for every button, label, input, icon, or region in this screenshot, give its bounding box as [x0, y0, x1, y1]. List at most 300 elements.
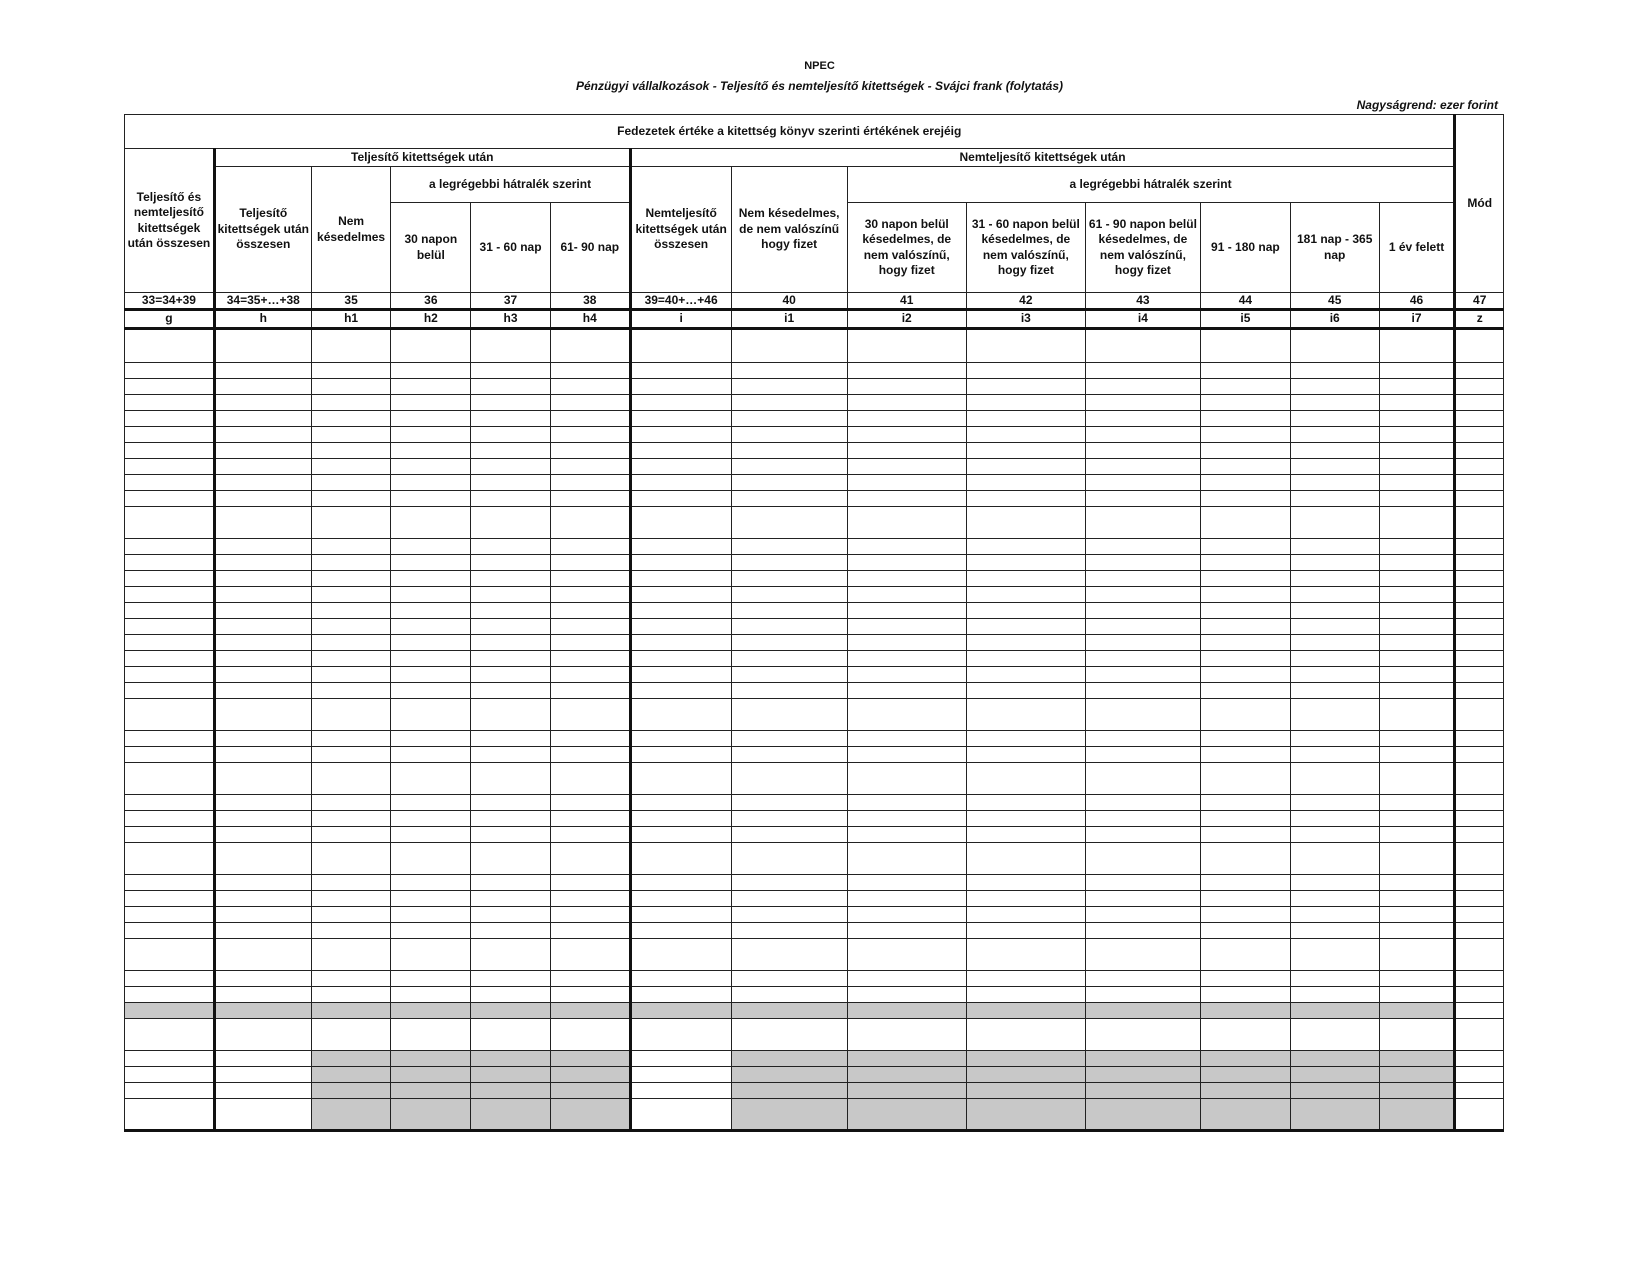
table-cell[interactable]	[125, 762, 215, 794]
table-cell[interactable]	[214, 826, 311, 842]
table-cell[interactable]	[1455, 794, 1504, 810]
table-cell[interactable]	[1200, 426, 1290, 442]
table-cell[interactable]	[471, 826, 551, 842]
table-cell[interactable]	[1379, 426, 1455, 442]
table-cell[interactable]	[1455, 762, 1504, 794]
table-cell[interactable]	[1200, 794, 1290, 810]
table-cell[interactable]	[550, 586, 630, 602]
table-cell[interactable]	[471, 538, 551, 554]
table-cell[interactable]	[311, 426, 391, 442]
table-cell[interactable]	[731, 762, 847, 794]
table-cell[interactable]	[1200, 394, 1290, 410]
table-cell[interactable]	[1379, 698, 1455, 730]
table-cell[interactable]	[311, 570, 391, 586]
table-cell[interactable]	[966, 682, 1085, 698]
table-cell[interactable]	[966, 362, 1085, 378]
table-cell[interactable]	[731, 938, 847, 970]
table-cell[interactable]	[847, 634, 966, 650]
table-cell[interactable]	[1379, 1002, 1455, 1018]
table-cell[interactable]	[731, 1050, 847, 1066]
table-cell[interactable]	[125, 1050, 215, 1066]
table-cell[interactable]	[731, 1082, 847, 1098]
table-cell[interactable]	[1200, 730, 1290, 746]
table-cell[interactable]	[630, 1018, 731, 1050]
table-cell[interactable]	[1290, 410, 1379, 426]
table-cell[interactable]	[630, 794, 731, 810]
table-cell[interactable]	[731, 1002, 847, 1018]
table-cell[interactable]	[1290, 762, 1379, 794]
table-cell[interactable]	[550, 922, 630, 938]
table-cell[interactable]	[311, 328, 391, 362]
table-cell[interactable]	[214, 650, 311, 666]
table-cell[interactable]	[1085, 1066, 1200, 1082]
table-cell[interactable]	[311, 746, 391, 762]
table-cell[interactable]	[966, 874, 1085, 890]
table-cell[interactable]	[847, 378, 966, 394]
table-cell[interactable]	[731, 410, 847, 426]
table-cell[interactable]	[471, 1082, 551, 1098]
table-cell[interactable]	[847, 970, 966, 986]
table-cell[interactable]	[1379, 586, 1455, 602]
table-cell[interactable]	[125, 362, 215, 378]
table-cell[interactable]	[1455, 682, 1504, 698]
table-cell[interactable]	[1455, 810, 1504, 826]
table-cell[interactable]	[471, 666, 551, 682]
table-cell[interactable]	[847, 570, 966, 586]
table-cell[interactable]	[391, 538, 471, 554]
table-cell[interactable]	[391, 618, 471, 634]
table-cell[interactable]	[125, 378, 215, 394]
table-cell[interactable]	[1379, 394, 1455, 410]
table-cell[interactable]	[1200, 1082, 1290, 1098]
table-cell[interactable]	[1085, 826, 1200, 842]
table-cell[interactable]	[966, 666, 1085, 682]
table-cell[interactable]	[630, 378, 731, 394]
table-cell[interactable]	[1290, 682, 1379, 698]
table-cell[interactable]	[1200, 554, 1290, 570]
table-cell[interactable]	[1290, 474, 1379, 490]
table-cell[interactable]	[1290, 554, 1379, 570]
table-cell[interactable]	[125, 1082, 215, 1098]
table-cell[interactable]	[471, 618, 551, 634]
table-cell[interactable]	[1200, 538, 1290, 554]
table-cell[interactable]	[311, 1098, 391, 1130]
table-cell[interactable]	[630, 810, 731, 826]
table-cell[interactable]	[1200, 586, 1290, 602]
table-cell[interactable]	[311, 602, 391, 618]
table-cell[interactable]	[1085, 730, 1200, 746]
table-cell[interactable]	[731, 362, 847, 378]
table-cell[interactable]	[847, 810, 966, 826]
table-cell[interactable]	[847, 490, 966, 506]
table-cell[interactable]	[311, 362, 391, 378]
table-cell[interactable]	[391, 634, 471, 650]
table-cell[interactable]	[311, 826, 391, 842]
table-cell[interactable]	[1290, 842, 1379, 874]
table-cell[interactable]	[1200, 1098, 1290, 1130]
table-cell[interactable]	[391, 506, 471, 538]
table-cell[interactable]	[471, 970, 551, 986]
table-cell[interactable]	[1085, 394, 1200, 410]
table-cell[interactable]	[731, 826, 847, 842]
table-cell[interactable]	[1379, 490, 1455, 506]
table-cell[interactable]	[966, 1066, 1085, 1082]
table-cell[interactable]	[1290, 442, 1379, 458]
table-cell[interactable]	[1290, 1098, 1379, 1130]
table-cell[interactable]	[1379, 810, 1455, 826]
table-cell[interactable]	[630, 442, 731, 458]
table-cell[interactable]	[966, 1050, 1085, 1066]
table-cell[interactable]	[630, 602, 731, 618]
table-cell[interactable]	[1379, 1050, 1455, 1066]
table-cell[interactable]	[1200, 474, 1290, 490]
table-cell[interactable]	[1200, 362, 1290, 378]
table-cell[interactable]	[471, 986, 551, 1002]
table-cell[interactable]	[847, 650, 966, 666]
table-cell[interactable]	[1200, 328, 1290, 362]
table-cell[interactable]	[1455, 362, 1504, 378]
table-cell[interactable]	[731, 378, 847, 394]
table-cell[interactable]	[550, 538, 630, 554]
table-cell[interactable]	[214, 906, 311, 922]
table-cell[interactable]	[471, 874, 551, 890]
table-cell[interactable]	[214, 762, 311, 794]
table-cell[interactable]	[311, 442, 391, 458]
table-cell[interactable]	[847, 1050, 966, 1066]
table-cell[interactable]	[1455, 986, 1504, 1002]
table-cell[interactable]	[471, 890, 551, 906]
table-cell[interactable]	[731, 458, 847, 474]
table-cell[interactable]	[1085, 618, 1200, 634]
table-cell[interactable]	[1200, 1002, 1290, 1018]
table-cell[interactable]	[1290, 538, 1379, 554]
table-cell[interactable]	[847, 1098, 966, 1130]
table-cell[interactable]	[1455, 746, 1504, 762]
table-cell[interactable]	[1200, 570, 1290, 586]
table-cell[interactable]	[550, 490, 630, 506]
table-cell[interactable]	[214, 986, 311, 1002]
table-cell[interactable]	[1200, 938, 1290, 970]
table-cell[interactable]	[1455, 538, 1504, 554]
table-cell[interactable]	[1085, 410, 1200, 426]
table-cell[interactable]	[847, 666, 966, 682]
table-cell[interactable]	[125, 328, 215, 362]
table-cell[interactable]	[125, 442, 215, 458]
table-cell[interactable]	[125, 570, 215, 586]
table-cell[interactable]	[1085, 490, 1200, 506]
table-cell[interactable]	[630, 570, 731, 586]
table-cell[interactable]	[471, 1002, 551, 1018]
table-cell[interactable]	[214, 1002, 311, 1018]
table-cell[interactable]	[125, 874, 215, 890]
table-cell[interactable]	[731, 1066, 847, 1082]
table-cell[interactable]	[550, 1002, 630, 1018]
table-cell[interactable]	[966, 1082, 1085, 1098]
table-cell[interactable]	[847, 682, 966, 698]
table-cell[interactable]	[630, 634, 731, 650]
table-cell[interactable]	[471, 328, 551, 362]
table-cell[interactable]	[630, 394, 731, 410]
table-cell[interactable]	[847, 538, 966, 554]
table-cell[interactable]	[630, 458, 731, 474]
table-cell[interactable]	[214, 410, 311, 426]
table-cell[interactable]	[1085, 1002, 1200, 1018]
table-cell[interactable]	[1379, 986, 1455, 1002]
table-cell[interactable]	[550, 970, 630, 986]
table-cell[interactable]	[731, 1018, 847, 1050]
table-cell[interactable]	[1455, 442, 1504, 458]
table-cell[interactable]	[214, 618, 311, 634]
table-cell[interactable]	[471, 570, 551, 586]
table-cell[interactable]	[550, 762, 630, 794]
table-cell[interactable]	[731, 618, 847, 634]
table-cell[interactable]	[630, 1002, 731, 1018]
table-cell[interactable]	[214, 666, 311, 682]
table-cell[interactable]	[1379, 538, 1455, 554]
table-cell[interactable]	[630, 426, 731, 442]
table-cell[interactable]	[847, 1082, 966, 1098]
table-cell[interactable]	[311, 1018, 391, 1050]
table-cell[interactable]	[1290, 906, 1379, 922]
table-cell[interactable]	[630, 1050, 731, 1066]
table-cell[interactable]	[391, 410, 471, 426]
table-cell[interactable]	[630, 328, 731, 362]
table-cell[interactable]	[1200, 826, 1290, 842]
table-cell[interactable]	[1455, 570, 1504, 586]
table-cell[interactable]	[1085, 906, 1200, 922]
table-cell[interactable]	[471, 1098, 551, 1130]
table-cell[interactable]	[731, 586, 847, 602]
table-cell[interactable]	[214, 698, 311, 730]
table-cell[interactable]	[214, 586, 311, 602]
table-cell[interactable]	[550, 826, 630, 842]
table-cell[interactable]	[966, 570, 1085, 586]
table-cell[interactable]	[966, 634, 1085, 650]
table-cell[interactable]	[1200, 842, 1290, 874]
table-cell[interactable]	[311, 890, 391, 906]
table-cell[interactable]	[125, 938, 215, 970]
table-cell[interactable]	[1085, 378, 1200, 394]
table-cell[interactable]	[847, 554, 966, 570]
table-cell[interactable]	[1290, 328, 1379, 362]
table-cell[interactable]	[391, 666, 471, 682]
table-cell[interactable]	[1290, 746, 1379, 762]
table-cell[interactable]	[1455, 490, 1504, 506]
table-cell[interactable]	[1455, 1050, 1504, 1066]
table-cell[interactable]	[214, 442, 311, 458]
table-cell[interactable]	[311, 1082, 391, 1098]
table-cell[interactable]	[1200, 442, 1290, 458]
table-cell[interactable]	[1455, 474, 1504, 490]
table-cell[interactable]	[1379, 826, 1455, 842]
table-cell[interactable]	[125, 618, 215, 634]
table-cell[interactable]	[391, 1002, 471, 1018]
table-cell[interactable]	[391, 810, 471, 826]
table-cell[interactable]	[966, 442, 1085, 458]
table-cell[interactable]	[125, 1098, 215, 1130]
table-cell[interactable]	[630, 986, 731, 1002]
table-cell[interactable]	[847, 762, 966, 794]
table-cell[interactable]	[214, 842, 311, 874]
table-cell[interactable]	[550, 426, 630, 442]
table-cell[interactable]	[1455, 922, 1504, 938]
table-cell[interactable]	[550, 986, 630, 1002]
table-cell[interactable]	[125, 970, 215, 986]
table-cell[interactable]	[550, 890, 630, 906]
table-cell[interactable]	[731, 890, 847, 906]
table-cell[interactable]	[1455, 826, 1504, 842]
table-cell[interactable]	[731, 570, 847, 586]
table-cell[interactable]	[1290, 922, 1379, 938]
table-cell[interactable]	[1455, 1066, 1504, 1082]
table-cell[interactable]	[1379, 458, 1455, 474]
table-cell[interactable]	[731, 634, 847, 650]
table-cell[interactable]	[391, 762, 471, 794]
table-cell[interactable]	[311, 634, 391, 650]
table-cell[interactable]	[214, 682, 311, 698]
table-cell[interactable]	[630, 490, 731, 506]
table-cell[interactable]	[1455, 842, 1504, 874]
table-cell[interactable]	[471, 410, 551, 426]
table-cell[interactable]	[550, 554, 630, 570]
table-cell[interactable]	[550, 394, 630, 410]
table-cell[interactable]	[1455, 378, 1504, 394]
table-cell[interactable]	[550, 1066, 630, 1082]
table-cell[interactable]	[1085, 938, 1200, 970]
table-cell[interactable]	[391, 474, 471, 490]
table-cell[interactable]	[966, 842, 1085, 874]
table-cell[interactable]	[471, 1018, 551, 1050]
table-cell[interactable]	[1085, 970, 1200, 986]
table-cell[interactable]	[1085, 602, 1200, 618]
table-cell[interactable]	[1455, 938, 1504, 970]
table-cell[interactable]	[847, 922, 966, 938]
table-cell[interactable]	[1455, 634, 1504, 650]
table-cell[interactable]	[1200, 1018, 1290, 1050]
table-cell[interactable]	[311, 586, 391, 602]
table-cell[interactable]	[731, 970, 847, 986]
table-cell[interactable]	[311, 906, 391, 922]
table-cell[interactable]	[311, 378, 391, 394]
table-cell[interactable]	[391, 986, 471, 1002]
table-cell[interactable]	[214, 570, 311, 586]
table-cell[interactable]	[1379, 794, 1455, 810]
table-cell[interactable]	[1200, 634, 1290, 650]
table-cell[interactable]	[1290, 426, 1379, 442]
table-cell[interactable]	[1085, 666, 1200, 682]
table-cell[interactable]	[1085, 442, 1200, 458]
table-cell[interactable]	[125, 426, 215, 442]
table-cell[interactable]	[847, 890, 966, 906]
table-cell[interactable]	[391, 394, 471, 410]
table-cell[interactable]	[391, 426, 471, 442]
table-cell[interactable]	[1379, 634, 1455, 650]
table-cell[interactable]	[214, 602, 311, 618]
table-cell[interactable]	[966, 922, 1085, 938]
table-cell[interactable]	[1455, 394, 1504, 410]
table-cell[interactable]	[1455, 1002, 1504, 1018]
table-cell[interactable]	[1290, 650, 1379, 666]
table-cell[interactable]	[630, 730, 731, 746]
table-cell[interactable]	[1085, 634, 1200, 650]
table-cell[interactable]	[1290, 1018, 1379, 1050]
table-cell[interactable]	[1455, 328, 1504, 362]
table-cell[interactable]	[966, 698, 1085, 730]
table-cell[interactable]	[1290, 1082, 1379, 1098]
table-cell[interactable]	[731, 730, 847, 746]
table-cell[interactable]	[125, 922, 215, 938]
table-cell[interactable]	[391, 1098, 471, 1130]
table-cell[interactable]	[1455, 506, 1504, 538]
table-cell[interactable]	[1455, 458, 1504, 474]
table-cell[interactable]	[311, 970, 391, 986]
table-cell[interactable]	[311, 842, 391, 874]
table-cell[interactable]	[1379, 970, 1455, 986]
table-cell[interactable]	[731, 906, 847, 922]
table-cell[interactable]	[1200, 458, 1290, 474]
table-cell[interactable]	[1290, 634, 1379, 650]
table-cell[interactable]	[214, 378, 311, 394]
table-cell[interactable]	[214, 506, 311, 538]
table-cell[interactable]	[1455, 410, 1504, 426]
table-cell[interactable]	[550, 1050, 630, 1066]
table-cell[interactable]	[966, 970, 1085, 986]
table-cell[interactable]	[550, 378, 630, 394]
table-cell[interactable]	[125, 490, 215, 506]
table-cell[interactable]	[550, 410, 630, 426]
table-cell[interactable]	[966, 538, 1085, 554]
table-cell[interactable]	[125, 906, 215, 922]
table-cell[interactable]	[214, 1066, 311, 1082]
table-cell[interactable]	[847, 938, 966, 970]
table-cell[interactable]	[1379, 1098, 1455, 1130]
table-cell[interactable]	[550, 874, 630, 890]
table-cell[interactable]	[391, 890, 471, 906]
table-cell[interactable]	[550, 794, 630, 810]
table-cell[interactable]	[966, 762, 1085, 794]
table-cell[interactable]	[847, 1002, 966, 1018]
table-cell[interactable]	[1085, 458, 1200, 474]
table-cell[interactable]	[847, 458, 966, 474]
table-cell[interactable]	[1200, 922, 1290, 938]
table-cell[interactable]	[471, 426, 551, 442]
table-cell[interactable]	[1085, 650, 1200, 666]
table-cell[interactable]	[1379, 842, 1455, 874]
table-cell[interactable]	[630, 970, 731, 986]
table-cell[interactable]	[1290, 794, 1379, 810]
table-cell[interactable]	[1200, 650, 1290, 666]
table-cell[interactable]	[1085, 874, 1200, 890]
table-cell[interactable]	[311, 666, 391, 682]
table-cell[interactable]	[1455, 730, 1504, 746]
table-cell[interactable]	[847, 394, 966, 410]
table-cell[interactable]	[125, 698, 215, 730]
table-cell[interactable]	[391, 378, 471, 394]
table-cell[interactable]	[847, 474, 966, 490]
table-cell[interactable]	[550, 682, 630, 698]
table-cell[interactable]	[1290, 826, 1379, 842]
table-cell[interactable]	[125, 394, 215, 410]
table-cell[interactable]	[214, 328, 311, 362]
table-cell[interactable]	[311, 810, 391, 826]
table-cell[interactable]	[1290, 506, 1379, 538]
table-cell[interactable]	[550, 906, 630, 922]
table-cell[interactable]	[847, 826, 966, 842]
table-cell[interactable]	[1200, 618, 1290, 634]
table-cell[interactable]	[125, 794, 215, 810]
table-cell[interactable]	[1290, 938, 1379, 970]
table-cell[interactable]	[214, 362, 311, 378]
